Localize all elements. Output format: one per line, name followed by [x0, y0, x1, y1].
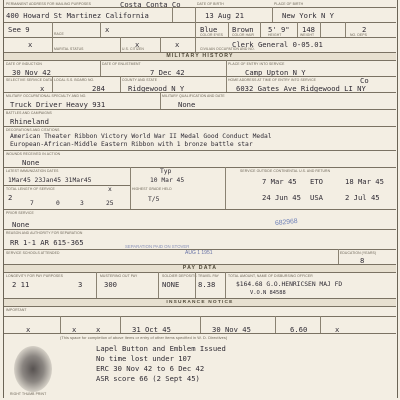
- pay-total: $164.68 G.O.HENRICSEN MAJ FD: [236, 281, 343, 288]
- divider: [195, 272, 196, 298]
- service-depart-2: 24 Jun 45: [262, 193, 301, 202]
- thumb-print: [14, 346, 52, 392]
- battles-value: Rhineland: [10, 117, 49, 126]
- rule: [4, 150, 396, 151]
- divider: [338, 249, 339, 264]
- pay-longevity-label: LONGEVITY FOR PAY PURPOSES: [6, 274, 63, 278]
- travel-pay: 8.38: [198, 280, 216, 289]
- deps-label: NO. DEPS: [350, 33, 368, 37]
- enlist-label: DATE OF ENLISTMENT: [102, 62, 141, 66]
- education-label: EDUCATION (YEARS): [340, 251, 377, 255]
- rule: [4, 76, 396, 77]
- decorations-line-2: European-African-Middle Eastern Ribbon with 1 bronze battle star: [10, 141, 253, 148]
- rule: [4, 126, 396, 127]
- divider: [320, 22, 321, 37]
- service-dest-1: ETO: [310, 177, 323, 186]
- pay-longevity: 2 11: [12, 280, 30, 289]
- remarks-line-1: Lapel Button and Emblem Issued: [96, 344, 226, 353]
- divider: [320, 316, 321, 333]
- divider: [60, 316, 61, 333]
- divider: [120, 37, 121, 52]
- service-col-2: 0: [56, 200, 60, 207]
- deposits-label: SOLDIER DEPOSITS: [162, 274, 197, 278]
- eyes-value: Blue: [200, 25, 218, 34]
- thumb-label: RIGHT THUMB PRINT: [10, 392, 47, 396]
- marital-label: MARITAL STATUS: [54, 47, 84, 51]
- weight-label: WEIGHT: [300, 33, 315, 37]
- pay-muster: 3: [78, 280, 83, 289]
- service-years: 2: [8, 193, 13, 202]
- divider: [158, 272, 159, 298]
- insurance-x-3: x: [96, 325, 101, 334]
- service-col-4: 25: [106, 200, 114, 207]
- rule: [4, 37, 396, 38]
- divider: [96, 272, 97, 298]
- marital-x: x: [28, 40, 33, 49]
- service-col-1: 7: [30, 200, 34, 207]
- remarks-line-3: ERC 30 Nov 42 to 6 Dec 42: [96, 364, 205, 373]
- civilian-occupation-value: Clerk General 0-05.01: [232, 40, 323, 49]
- divider: [228, 22, 229, 37]
- divider: [200, 316, 201, 333]
- rule: [4, 185, 130, 186]
- height-value: 5' 9": [268, 25, 290, 34]
- soldier-deposits: NONE: [162, 280, 180, 289]
- misc-x: x: [175, 40, 180, 49]
- divider: [160, 92, 161, 109]
- enlist-date: 7 Dec 42: [150, 68, 185, 77]
- induction-label: DATE OF INDUCTION: [6, 62, 42, 66]
- hair-value: Brown: [232, 25, 254, 34]
- important-label: IMPORTANT: [6, 308, 27, 312]
- remarks-line-4: ASR score 66 (2 Sept 45): [96, 374, 200, 383]
- civilian-occupation-label: CIVILIAN OCCUPATION AND NO.: [200, 47, 255, 51]
- divider: [345, 22, 346, 37]
- rule: [4, 7, 396, 8]
- race-label: RACE: [54, 32, 64, 36]
- weight-value: 148: [302, 25, 315, 34]
- birth-date-label: DATE OF BIRTH: [197, 2, 224, 6]
- rule: [4, 333, 396, 334]
- deps-value: 2: [362, 25, 367, 34]
- service-outside-label: SERVICE OUTSIDE CONTINENTAL U.S. AND RETURN: [240, 169, 331, 173]
- divider: [225, 272, 226, 298]
- total-length-label: TOTAL LENGTH OF SERVICE: [6, 187, 55, 191]
- citizen-label: U.S. CITIZEN: [122, 47, 144, 51]
- county-value: Costa Conta Co: [120, 0, 181, 9]
- separation-stamp: SEPARATION PAID ON STOVER: [125, 244, 190, 249]
- immunization-dates: 1Mar45 23Jan45 31Mar45: [8, 177, 92, 184]
- divider: [225, 167, 226, 209]
- divider: [100, 60, 101, 76]
- divider: [275, 316, 276, 333]
- insurance-x-1: x: [26, 325, 31, 334]
- decorations-label: DECORATIONS AND CITATIONS: [6, 128, 60, 132]
- service-col-3: 3: [80, 200, 84, 207]
- board-county: Ridgewood N Y: [128, 84, 185, 93]
- rule: [4, 60, 396, 61]
- wounds-label: WOUNDS RECEIVED IN ACTION: [6, 152, 61, 156]
- mustering-out-total: 300: [104, 280, 117, 289]
- insurance-cont: x: [335, 325, 340, 334]
- specialty-label: MILITARY OCCUPATIONAL SPECIALTY AND NO.: [6, 94, 87, 98]
- see-value: See 9: [8, 25, 30, 34]
- schools-label: SERVICE SCHOOLS ATTENDED: [6, 251, 60, 255]
- total-label: TOTAL AMOUNT, NAME OF DISBURSING OFFICER: [228, 274, 313, 278]
- service-depart-1: 7 Mar 45: [262, 177, 297, 186]
- hair-label: COLOR HAIR: [232, 33, 255, 37]
- stamp-number: 682968: [274, 217, 298, 228]
- selective-x: x: [40, 84, 45, 93]
- reason-label: REASON AND AUTHORITY FOR SEPARATION: [6, 231, 83, 235]
- remarks-label: (This space for completion of above items or entry of other items specified in W. D. Directives): [60, 336, 228, 340]
- residence-value: 400 Howard St Martinez California: [6, 11, 149, 20]
- divider: [226, 60, 227, 76]
- education-value: 8: [360, 256, 365, 265]
- mustering-label: MUSTERING OUT PAY: [100, 274, 138, 278]
- rule: [4, 306, 396, 307]
- address-co: Co: [360, 76, 369, 85]
- home-address-label: HOME ADDRESS AT TIME OF ENTRY INTO SERVICE: [228, 78, 316, 82]
- home-address: 6032 Gates Ave Ridgewood LI NY: [236, 84, 366, 93]
- divider: [160, 37, 161, 52]
- insurance-x-2: x: [72, 325, 77, 334]
- birth-date-value: 13 Aug 21: [205, 11, 244, 20]
- prior-service-value: None: [12, 220, 30, 229]
- military-history-header: MILITARY HISTORY: [4, 53, 396, 60]
- remarks-line-2: No time lost under 107: [96, 354, 192, 363]
- immunization-label: LATEST IMMUNIZATION DATES: [6, 169, 59, 173]
- divider: [52, 76, 53, 92]
- divider: [120, 316, 121, 333]
- insurance-premium: 6.60: [290, 325, 308, 334]
- wounds-value: None: [22, 158, 40, 167]
- divider: [100, 22, 101, 37]
- divider: [52, 22, 53, 52]
- divider: [172, 7, 173, 22]
- prior-service-label: PRIOR SERVICE: [6, 211, 34, 215]
- entry-place: Camp Upton N Y: [245, 68, 306, 77]
- battles-label: BATTLES AND CAMPAIGNS: [6, 111, 52, 115]
- race-x: x: [105, 25, 110, 34]
- insurance-notice-header: INSURANCE NOTICE: [4, 299, 396, 306]
- county-label: COUNTY AND STATE: [122, 78, 158, 82]
- height-label: HEIGHT: [268, 33, 282, 37]
- birth-place-value: New York N Y: [282, 11, 334, 20]
- immunization-date: 10 Mar 45: [150, 177, 185, 184]
- voucher: V.O.N 84588: [250, 290, 286, 296]
- highest-grade-label: HIGHEST GRADE HELD: [132, 187, 172, 191]
- rule: [4, 272, 396, 273]
- service-arrive-1: 18 Mar 45: [345, 177, 384, 186]
- board-label: LOCAL S.S. BOARD NO.: [54, 78, 95, 82]
- divider: [226, 76, 227, 92]
- qualification-value: None: [178, 100, 196, 109]
- highest-grade: T/5: [148, 196, 160, 203]
- rule: [4, 22, 396, 23]
- pay-data-header: PAY DATA: [4, 265, 396, 272]
- reason-value: RR 1-1 AR 615-365: [10, 238, 84, 247]
- travel-label: TRAVEL PAY: [198, 274, 220, 278]
- service-arrive-2: 2 Jul 45: [345, 193, 380, 202]
- divider: [260, 22, 261, 37]
- rule: [4, 167, 396, 168]
- service-dest-2: USA: [310, 193, 323, 202]
- insurance-alloted: 31 Oct 45: [132, 325, 171, 334]
- divider: [195, 22, 196, 52]
- decorations-line-1: American Theater Ribbon Victory World War II Medal Good Conduct Medal: [10, 133, 272, 140]
- divider: [195, 7, 196, 22]
- citizen-x: x: [135, 40, 140, 49]
- rule: [4, 209, 396, 210]
- divider: [297, 22, 298, 37]
- qualification-label: MILITARY QUALIFICATION AND DATE: [162, 94, 225, 98]
- eyes-label: COLOR EYES: [200, 33, 224, 37]
- residence-label: PERMANENT ADDRESS FOR MAILING PURPOSES: [6, 2, 91, 6]
- rule: [4, 229, 396, 230]
- entry-place-label: PLACE OF ENTRY INTO SERVICE: [228, 62, 285, 66]
- immunization-typ: Typ: [160, 168, 172, 175]
- insurance-next-due: 30 Nov 45: [212, 325, 251, 334]
- birth-place-label: PLACE OF BIRTH: [274, 2, 304, 6]
- immunization-x: x: [108, 186, 112, 193]
- rule: [4, 92, 396, 93]
- induction-date: 30 Nov 42: [12, 68, 51, 77]
- board-number: 284: [92, 84, 105, 93]
- divider: [272, 7, 273, 22]
- separation-stamp-date: AUG 1 1951: [185, 250, 213, 256]
- selective-label: SELECTIVE SERVICE DATA: [6, 78, 53, 82]
- rule: [4, 109, 396, 110]
- specialty-value: Truck Driver Heavy 931: [10, 100, 106, 109]
- divider: [130, 167, 131, 209]
- divider: [120, 76, 121, 92]
